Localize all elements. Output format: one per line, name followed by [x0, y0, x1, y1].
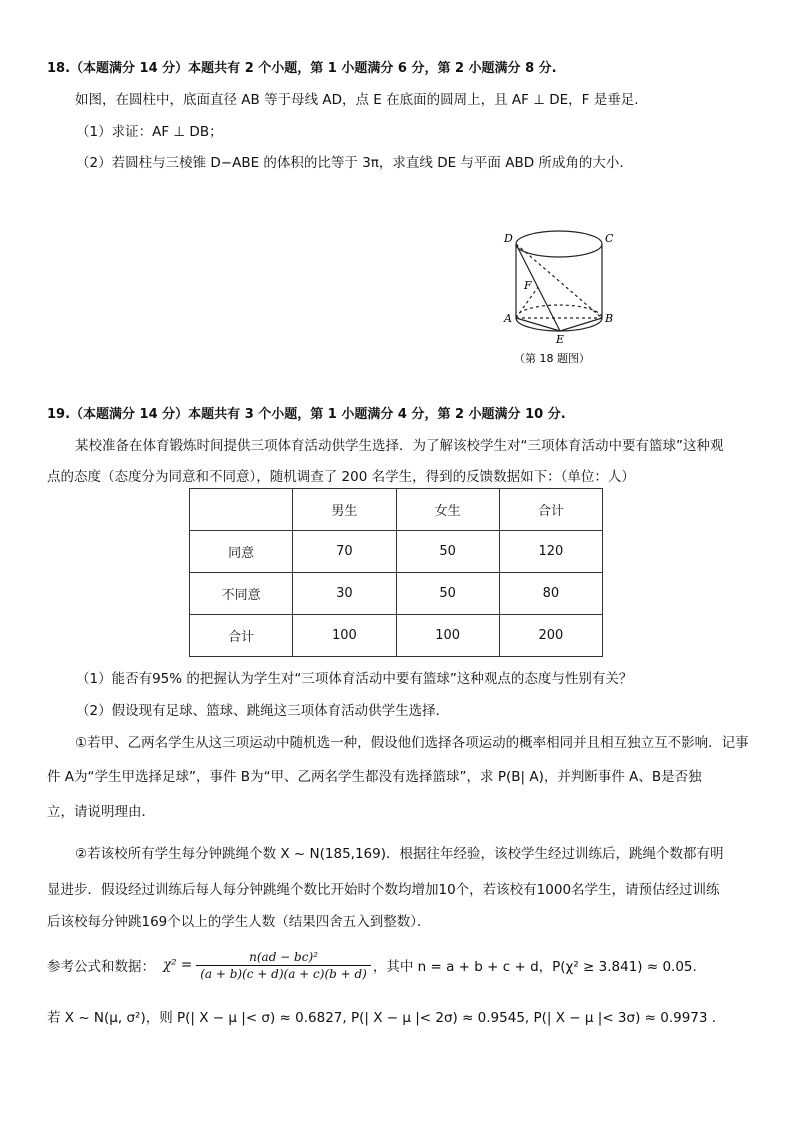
q19-sub1-line-1: ①若甲、乙两名学生从这三项运动中随机选一种，假设他们选择各项运动的概率相同并且相互独立互不影响．记事 [75, 735, 749, 751]
table-cell: 30 [293, 573, 396, 615]
table-cell: 不同意 [190, 573, 293, 615]
table-cell: 50 [396, 573, 499, 615]
chi-square-numerator: n(ad − bc)² [196, 950, 371, 966]
table-header-cell: 合计 [499, 489, 602, 531]
label-e: E [556, 333, 565, 346]
table-cell: 120 [499, 531, 602, 573]
table-cell: 100 [396, 615, 499, 657]
q19-sub2-line-3: 后该校每分钟跳169个以上的学生人数（结果四舍五入到整数）． [47, 914, 431, 930]
q18-stem: 如图，在圆柱中，底面直径 AB 等于母线 AD，点 E 在底面的圆周上，且 AF ⊥ DE，F 是垂足. [75, 92, 639, 108]
chi-square-rest: ，其中 n = a + b + c + d，P(χ² ≥ 3.841) ≈ 0.05. [372, 959, 697, 975]
normal-distribution-line: 若 X ~ N(μ, σ²)，则 P(| X − μ |< σ) ≈ 0.6827, P(| X − μ |< 2σ) ≈ 0.9545, P(| X − μ |< 3σ) ≈ 0.9973 . [47, 1010, 717, 1026]
table-header-cell: 男生 [293, 489, 396, 531]
table-header-cell [190, 489, 293, 531]
table-row [190, 531, 603, 573]
q19-part-2: （2）假设现有足球、篮球、跳绳这三项体育活动供学生选择． [76, 703, 450, 719]
figure-caption: （第 18 题图） [514, 352, 590, 365]
reference-formula-line [47, 944, 697, 986]
label-f: F [524, 279, 532, 292]
chi-square-lhs: χ² = [163, 957, 193, 973]
label-d: D [504, 232, 513, 245]
table-cell: 80 [499, 573, 602, 615]
chi-square-denominator: (a + b)(c + d)(a + c)(b + d) [200, 966, 367, 981]
q19-stem-line-1: 某校准备在体育锻炼时间提供三项体育活动供学生选择．为了解该校学生对“三项体育活动中要有篮球”这种观 [75, 438, 724, 454]
q18-part-2: （2）若圆柱与三棱锥 D−ABE 的体积的比等于 3π，求直线 DE 与平面 ABD 所成角的大小. [76, 155, 624, 171]
table-header-row [190, 489, 603, 531]
q18-part-1: （1）求证：AF ⊥ DB； [76, 124, 223, 140]
table-header-cell: 女生 [396, 489, 499, 531]
label-a: A [504, 312, 512, 325]
q19-sub2-line-2: 显进步．假设经过训练后每人每分钟跳绳个数比开始时个数均增加10个，若该校有1000名学生，请预估经过训练 [47, 882, 720, 898]
q18-cylinder-figure [490, 222, 630, 372]
q19-part-1: （1）能否有95% 的把握认为学生对“三项体育活动中要有篮球”这种观点的态度与性别有关？ [76, 671, 633, 687]
chi-square-fraction [196, 950, 371, 981]
table-cell: 100 [293, 615, 396, 657]
table-row [190, 615, 603, 657]
q19-sub1-line-3: 立，请说明理由． [47, 804, 155, 820]
q19-stem-line-2: 点的态度（态度分为同意和不同意），随机调查了 200 名学生，得到的反馈数据如下：（单位：人） [47, 469, 635, 485]
table-row [190, 573, 603, 615]
table-cell: 同意 [190, 531, 293, 573]
label-b: B [605, 312, 614, 325]
q18-heading: 18.（本题满分 14 分）本题共有 2 个小题，第 1 小题满分 6 分，第 2 小题满分 8 分. [47, 61, 557, 76]
q19-sub1-line-2: 件 A为“学生甲选择足球”，事件 B为“甲、乙两名学生都没有选择篮球”，求 P(B| A)，并判断事件 A、B是否独 [47, 769, 702, 785]
survey-table [189, 488, 603, 657]
table-cell: 50 [396, 531, 499, 573]
table-cell: 合计 [190, 615, 293, 657]
label-c: C [605, 232, 614, 245]
reference-label: 参考公式和数据： [47, 959, 155, 975]
q19-heading: 19.（本题满分 14 分）本题共有 3 个小题，第 1 小题满分 4 分，第 2 小题满分 10 分. [47, 407, 566, 422]
table-cell: 70 [293, 531, 396, 573]
q19-sub2-line-1: ②若该校所有学生每分钟跳绳个数 X ~ N(185,169)．根据往年经验，该校学生经过训练后，跳绳个数都有明 [75, 846, 724, 862]
table-cell: 200 [499, 615, 602, 657]
